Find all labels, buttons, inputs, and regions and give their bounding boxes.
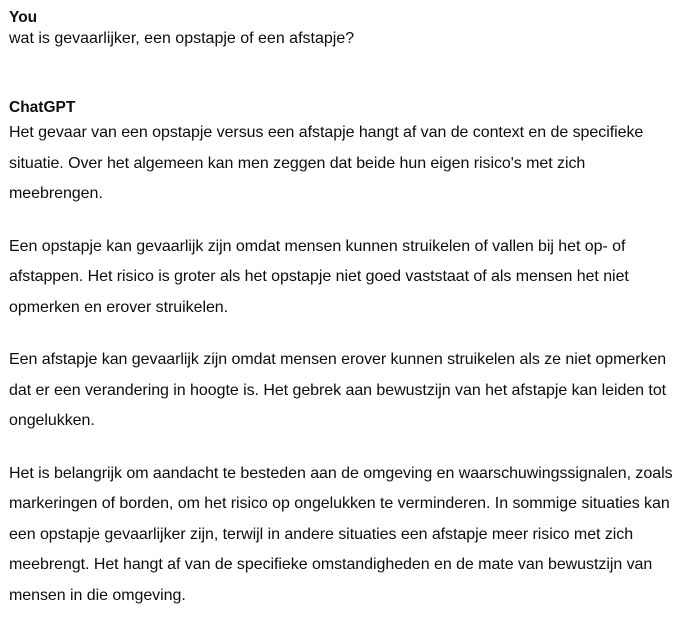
assistant-message-body [9, 118, 674, 611]
assistant-paragraph-4: Het is belangrijk om aandacht te besteden aan de omgeving en waarschuwingssignalen, zoals markeringen of borden, om het risico op ongelukken te verminderen. In sommige situaties kan een opstapje gevaarlijker zijn, terwijl in andere situaties een afstapje meer risico met zich meebrengt. Het hangt af van de specifieke omstandigheden en de mate van bewustzijn van mensen in die omgeving. [9, 464, 673, 604]
user-message-text: wat is gevaarlijker, een opstapje of een afstapje? [9, 30, 355, 47]
assistant-paragraph-1: Het gevaar van een opstapje versus een afstapje hangt af van de context en de specifieke situatie. Over het algemeen kan men zeggen dat beide hun eigen risico's met zich meebrengen. [9, 124, 644, 202]
assistant-paragraph-2: Een opstapje kan gevaarlijk zijn omdat mensen kunnen struikelen of vallen bij het op- of afstappen. Het risico is groter als het opstapje niet goed vaststaat of als mensen het niet opmerken en erover struikelen. [9, 237, 629, 316]
user-author-label: You [9, 9, 38, 26]
assistant-message [9, 98, 674, 611]
assistant-author-label: ChatGPT [9, 99, 76, 116]
user-message [9, 8, 674, 50]
assistant-paragraph-3: Een afstapje kan gevaarlijk zijn omdat mensen erover kunnen struikelen als ze niet opmerken dat er een verandering in hoogte is. Het gebrek aan bewustzijn van het afstapje kan leiden tot ongelukken. [9, 351, 667, 429]
